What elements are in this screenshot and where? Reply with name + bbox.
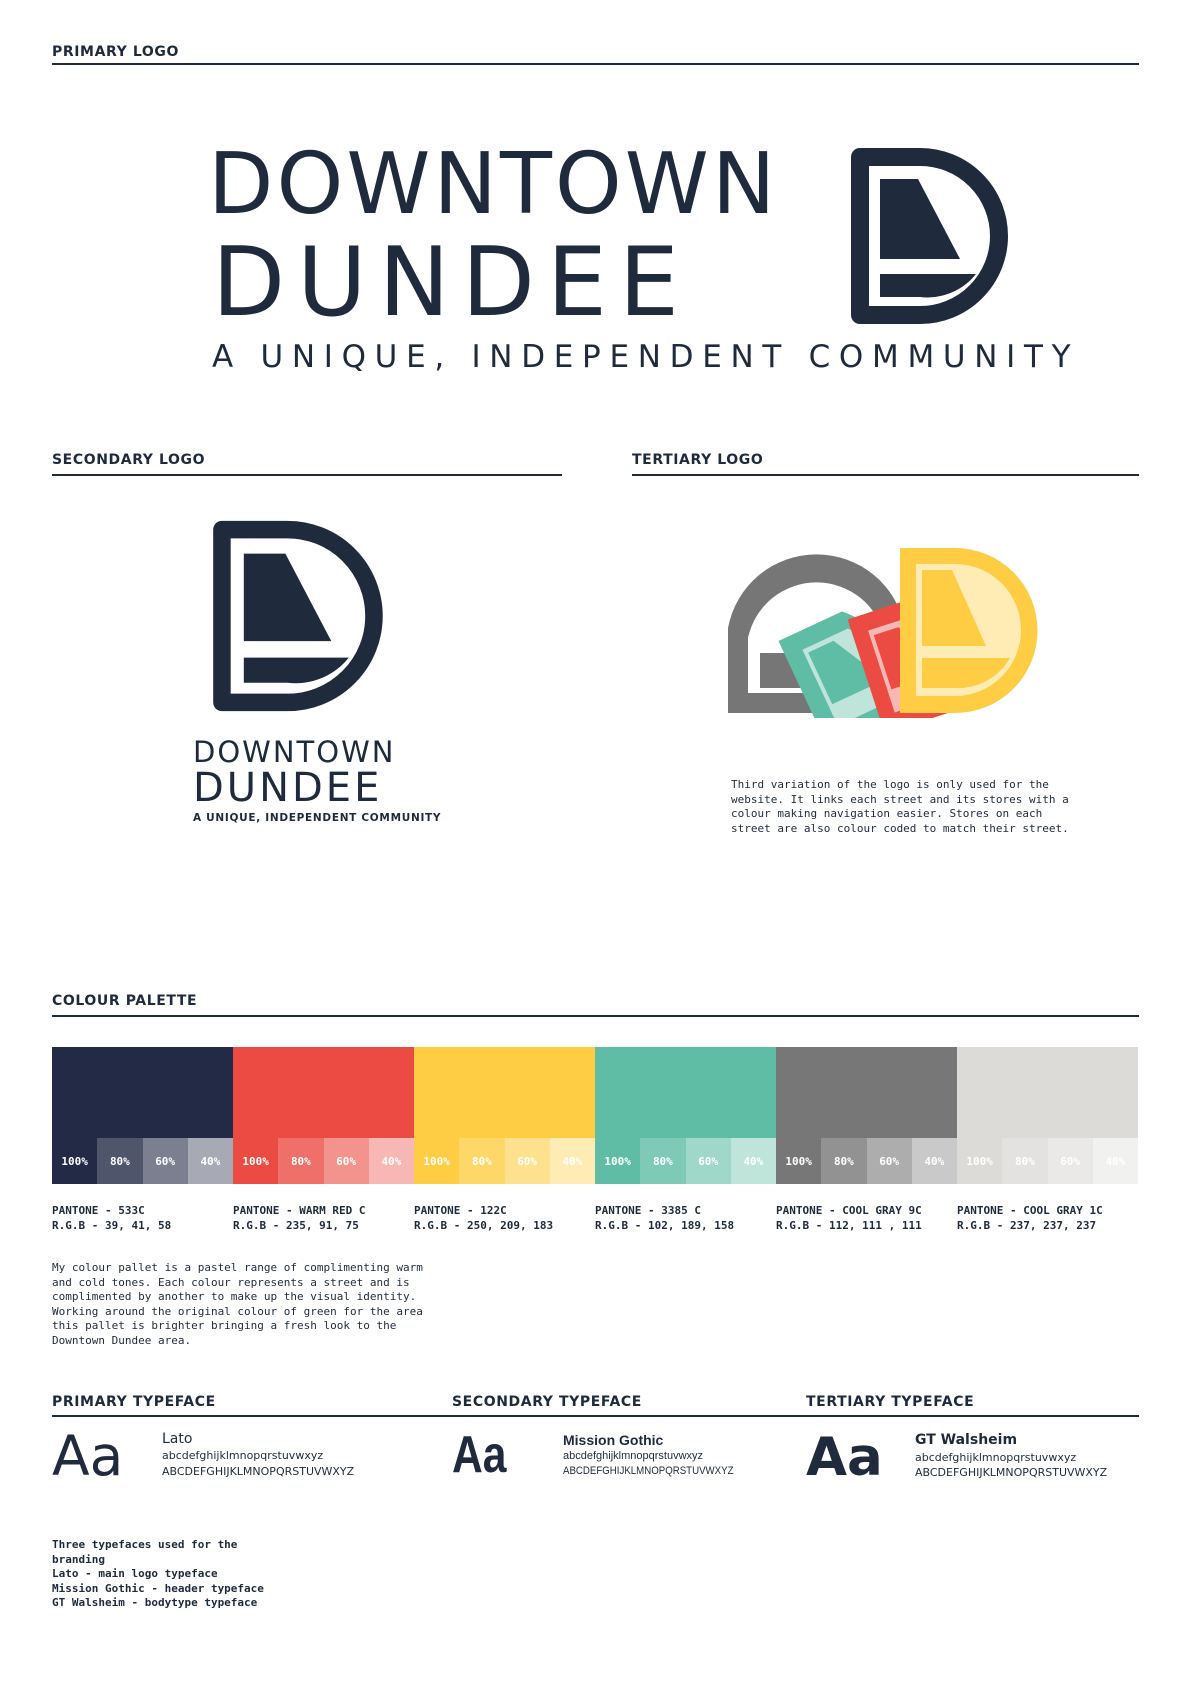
primary-typeface-uppercase: ABCDEFGHIJKLMNOPQRSTUVWXYZ — [162, 1465, 355, 1478]
pantone-code: PANTONE - WARM RED C — [233, 1204, 366, 1217]
tint-chip: 60% — [324, 1138, 369, 1184]
tint-chip: 100% — [776, 1138, 821, 1184]
rgb-value: R.G.B - 237, 237, 237 — [957, 1219, 1097, 1232]
logo-tagline: A UNIQUE, INDEPENDENT COMMUNITY — [212, 339, 1080, 375]
secondary-typeface-heading: SECONDARY TYPEFACE — [452, 1394, 642, 1410]
typeface-rule — [52, 1415, 1139, 1417]
typeface-notes — [52, 1538, 264, 1611]
primary-typeface-name: Lato — [162, 1431, 193, 1447]
secondary-logo-rule — [52, 474, 562, 476]
colour-palette-rule — [52, 1015, 1139, 1017]
pantone-label — [233, 1203, 365, 1233]
pantone-label — [52, 1203, 171, 1233]
tint-chip: 40% — [550, 1138, 595, 1184]
pantone-code: PANTONE - 533C — [52, 1204, 145, 1217]
tertiary-typeface-sample: Aa — [806, 1427, 883, 1488]
tint-chip: 40% — [731, 1138, 776, 1184]
tint-row — [52, 1138, 233, 1184]
tint-chip: 80% — [1002, 1138, 1047, 1184]
tint-chip: 60% — [143, 1138, 188, 1184]
typeface-note: Three typefaces used for the — [52, 1538, 238, 1551]
secondary-logo-heading: SECONDARY LOGO — [52, 452, 206, 468]
tint-chip: 40% — [1093, 1138, 1138, 1184]
tint-row — [776, 1138, 957, 1184]
tint-chip: 60% — [686, 1138, 731, 1184]
tint-chip: 40% — [912, 1138, 957, 1184]
pantone-code: PANTONE - COOL GRAY 9C — [776, 1204, 922, 1217]
secondary-logo-tagline: A UNIQUE, INDEPENDENT COMMUNITY — [193, 812, 442, 824]
secondary-logo-downtown: DOWNTOWN — [193, 735, 396, 769]
secondary-typeface-name: Mission Gothic — [563, 1432, 664, 1448]
typeface-note: Mission Gothic - header typeface — [52, 1581, 264, 1595]
tint-chip: 100% — [595, 1138, 640, 1184]
tertiary-logo-heading: TERTIARY LOGO — [632, 452, 764, 468]
typeface-note: GT Walsheim - bodytype typeface — [52, 1596, 258, 1610]
pantone-code: PANTONE - COOL GRAY 1C — [957, 1204, 1103, 1217]
tint-chip: 60% — [867, 1138, 912, 1184]
pantone-label — [595, 1203, 734, 1233]
tint-row — [414, 1138, 595, 1184]
pantone-code: PANTONE - 122C — [414, 1204, 507, 1217]
logo-dundee: DUNDEE — [212, 228, 691, 338]
typeface-note: Lato - main logo typeface — [52, 1567, 218, 1581]
pantone-label — [957, 1203, 1103, 1233]
rgb-value: R.G.B - 39, 41, 58 — [52, 1219, 172, 1232]
secondary-typeface-lowercase: abcdefghijklmnopqrstuvwxyz — [563, 1450, 704, 1462]
primary-logo-rule — [52, 63, 1139, 65]
palette-description: My colour pallet is a pastel range of complimenting warm and cold tones. Each colour represents a street and is complimented by another to make up the visual identity. Working around the original colour of green for the area this pallet is brighter bringing a fresh look to the Downtown Dundee area. — [52, 1261, 423, 1347]
primary-logo-heading: PRIMARY LOGO — [52, 44, 179, 60]
typeface-note: branding — [52, 1552, 105, 1566]
primary-typeface-heading: PRIMARY TYPEFACE — [52, 1394, 216, 1410]
tint-chip: 100% — [957, 1138, 1002, 1184]
tint-chip: 80% — [640, 1138, 685, 1184]
tertiary-typeface-heading: TERTIARY TYPEFACE — [806, 1394, 975, 1410]
tertiary-typeface-name: GT Walsheim — [915, 1432, 1018, 1448]
colour-palette-heading: COLOUR PALETTE — [52, 993, 198, 1009]
pantone-code: PANTONE - 3385 C — [595, 1204, 701, 1217]
d-monogram-icon — [850, 147, 1010, 325]
secondary-logo-dundee: DUNDEE — [193, 765, 383, 811]
tint-chip: 80% — [459, 1138, 504, 1184]
tint-chip: 80% — [821, 1138, 866, 1184]
tint-chip: 100% — [233, 1138, 278, 1184]
tint-row — [233, 1138, 414, 1184]
tertiary-typeface-lowercase: abcdefghijklmnopqrstuvwxyz — [915, 1451, 1077, 1464]
tertiary-typeface-uppercase: ABCDEFGHIJKLMNOPQRSTUVWXYZ — [915, 1466, 1108, 1479]
tint-row — [595, 1138, 776, 1184]
secondary-typeface-sample: Aa — [452, 1426, 507, 1484]
tertiary-logo-description: Third variation of the logo is only used for the website. It links each street and its stores with a colour making navigation easier. Stores on each street are also colour coded to match their street. — [731, 778, 1069, 835]
tint-chip: 60% — [505, 1138, 550, 1184]
tint-chip: 80% — [278, 1138, 323, 1184]
tint-chip: 60% — [1048, 1138, 1093, 1184]
rgb-value: R.G.B - 102, 189, 158 — [595, 1219, 735, 1232]
primary-typeface-lowercase: abcdefghijklmnopqrstuvwxyz — [162, 1449, 324, 1462]
tint-chip: 80% — [97, 1138, 142, 1184]
tertiary-logo-rule — [632, 474, 1139, 476]
primary-typeface-sample: Aa — [52, 1424, 124, 1488]
pantone-label — [414, 1203, 553, 1233]
tint-chip: 100% — [414, 1138, 459, 1184]
tertiary-logo-icon — [720, 528, 1045, 718]
rgb-value: R.G.B - 250, 209, 183 — [414, 1219, 554, 1232]
secondary-typeface-uppercase: ABCDEFGHIJKLMNOPQRSTUVWXYZ — [563, 1465, 734, 1477]
logo-downtown: DOWNTOWN — [208, 135, 779, 234]
pantone-label — [776, 1203, 922, 1233]
tint-chip: 40% — [188, 1138, 233, 1184]
tint-chip: 40% — [369, 1138, 414, 1184]
rgb-value: R.G.B - 112, 111 , 111 — [776, 1219, 922, 1232]
d-monogram-icon — [211, 517, 386, 715]
tint-row — [957, 1138, 1138, 1184]
tint-chip: 100% — [52, 1138, 97, 1184]
rgb-value: R.G.B - 235, 91, 75 — [233, 1219, 359, 1232]
